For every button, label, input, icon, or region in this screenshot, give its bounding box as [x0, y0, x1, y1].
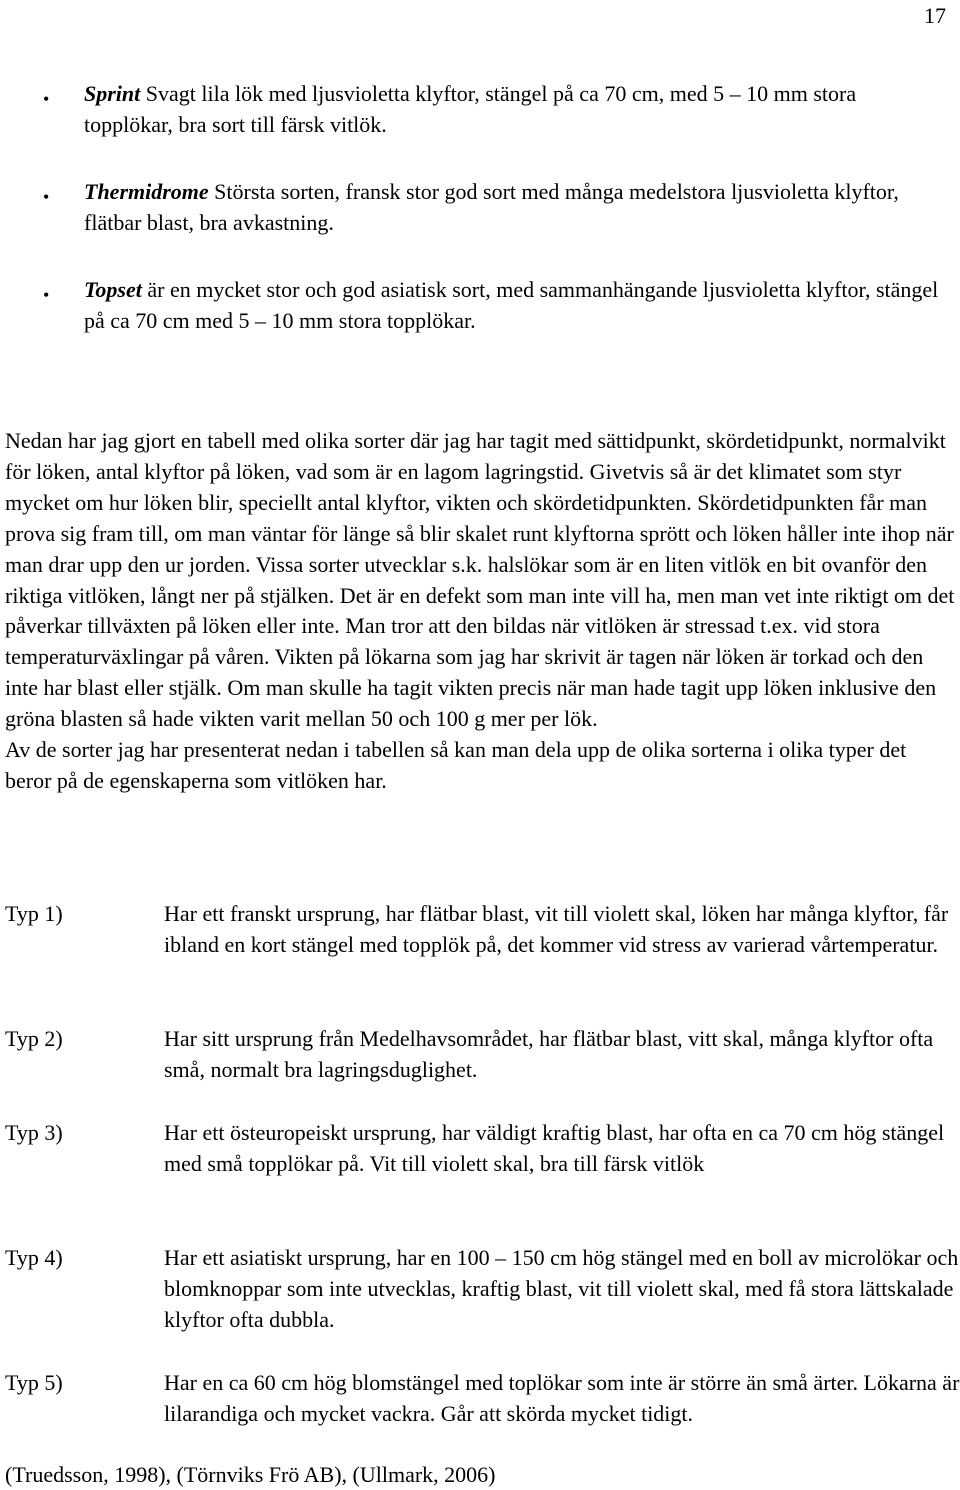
bullet-icon: •: [43, 89, 50, 109]
variety-name: Sprint: [84, 81, 141, 106]
variety-description: Svagt lila lök med ljusvioletta klyftor, stängel på ca 70 cm, med 5 – 10 mm stora topplökar, bra sort till färsk vitlök.: [84, 81, 857, 137]
type-label: Typ 2): [5, 1026, 63, 1051]
list-item: [0, 274, 960, 336]
citation: (Truedsson, 1998), (Törnviks Frö AB), (Ullmark, 2006): [5, 1462, 496, 1487]
list-item: [0, 176, 960, 238]
bullet-icon: •: [43, 187, 50, 207]
type-description: Har ett asiatiskt ursprung, har en 100 – 150 cm hög stängel med en boll av microlökar och blomknoppar som inte utvecklas, kraftig blast, vit till violett skal, med få stora lättskalade klyftor ofta dubbla.: [164, 1245, 959, 1332]
variety-description: är en mycket stor och god asiatisk sort, med sammanhängande ljusvioletta klyftor, stängel på ca 70 cm med 5 – 10 mm stora topplökar.: [84, 277, 939, 333]
type-description: Har ett östeuropeiskt ursprung, har väldigt kraftig blast, har ofta en ca 70 cm hög stängel med små topplökar på. Vit till violett skal, bra till färsk vitlök: [164, 1120, 945, 1176]
list-item: [0, 78, 960, 140]
body-paragraph: Nedan har jag gjort en tabell med olika sorter där jag har tagit med sättidpunkt, skördetidpunkt, normalvikt för löken, antal klyftor på löken, vad som är en lagom lagringstid. Givetvis så är det klimatet som styr mycket om hur löken blir, speciellt antal klyftor, vikten och skördetidpunkten. Skördetidpunkten får man prova sig fram till, om man väntar för länge så blir skalet runt klyftorna sprött och löken håller inte ihop när man drar upp den ur jorden. Vissa sorter utvecklar s.k. halslökar som är en liten vitlök en bit ovanför den riktiga vitlöken, långt ner på stjälken. Det är en defekt som man inte vill ha, men man vet inte riktigt om det påverkar tillväxten på löken eller inte. Man tror att den bildas när vitlöken är stressad t.ex. vid stora temperaturväxlingar på våren. Vikten på lökarna som jag har skrivit är tagen när löken är torkad och den inte har blast eller stjälk. Om man skulle ha tagit vikten precis när man hade tagit upp löken inklusive den gröna blasten så hade vikten varit mellan 50 och 100 g mer per lök.: [5, 428, 955, 732]
type-label: Typ 1): [5, 901, 63, 926]
type-label: Typ 5): [5, 1370, 63, 1395]
variety-name: Topset: [84, 277, 142, 302]
type-description: Har en ca 60 cm hög blomstängel med toplökar som inte är större än små ärter. Lökarna är lilarandiga och mycket vackra. Går att skörda mycket tidigt.: [164, 1370, 960, 1426]
variety-description: Största sorten, fransk stor god sort med många medelstora ljusvioletta klyftor, flätbar blast, bra avkastning.: [84, 179, 899, 235]
body-text: [5, 426, 957, 797]
type-label: Typ 4): [5, 1245, 63, 1270]
variety-name: Thermidrome: [84, 179, 209, 204]
body-paragraph-2: Av de sorter jag har presenterat nedan i tabellen så kan man dela upp de olika sorterna i olika typer det beror på de egenskaperna som vitlöken har.: [5, 737, 907, 793]
page-number: 17: [924, 3, 946, 28]
type-description: Har sitt ursprung från Medelhavsområdet, har flätbar blast, vitt skal, många klyftor ofta små, normalt bra lagringsduglighet.: [164, 1026, 934, 1082]
type-label: Typ 3): [5, 1120, 63, 1145]
type-description: Har ett franskt ursprung, har flätbar blast, vit till violett skal, löken har många klyftor, får ibland en kort stängel med topplök på, det kommer vid stress av varierad vårtemperatur.: [164, 901, 949, 957]
variety-list: [0, 78, 960, 372]
bullet-icon: •: [43, 285, 50, 305]
